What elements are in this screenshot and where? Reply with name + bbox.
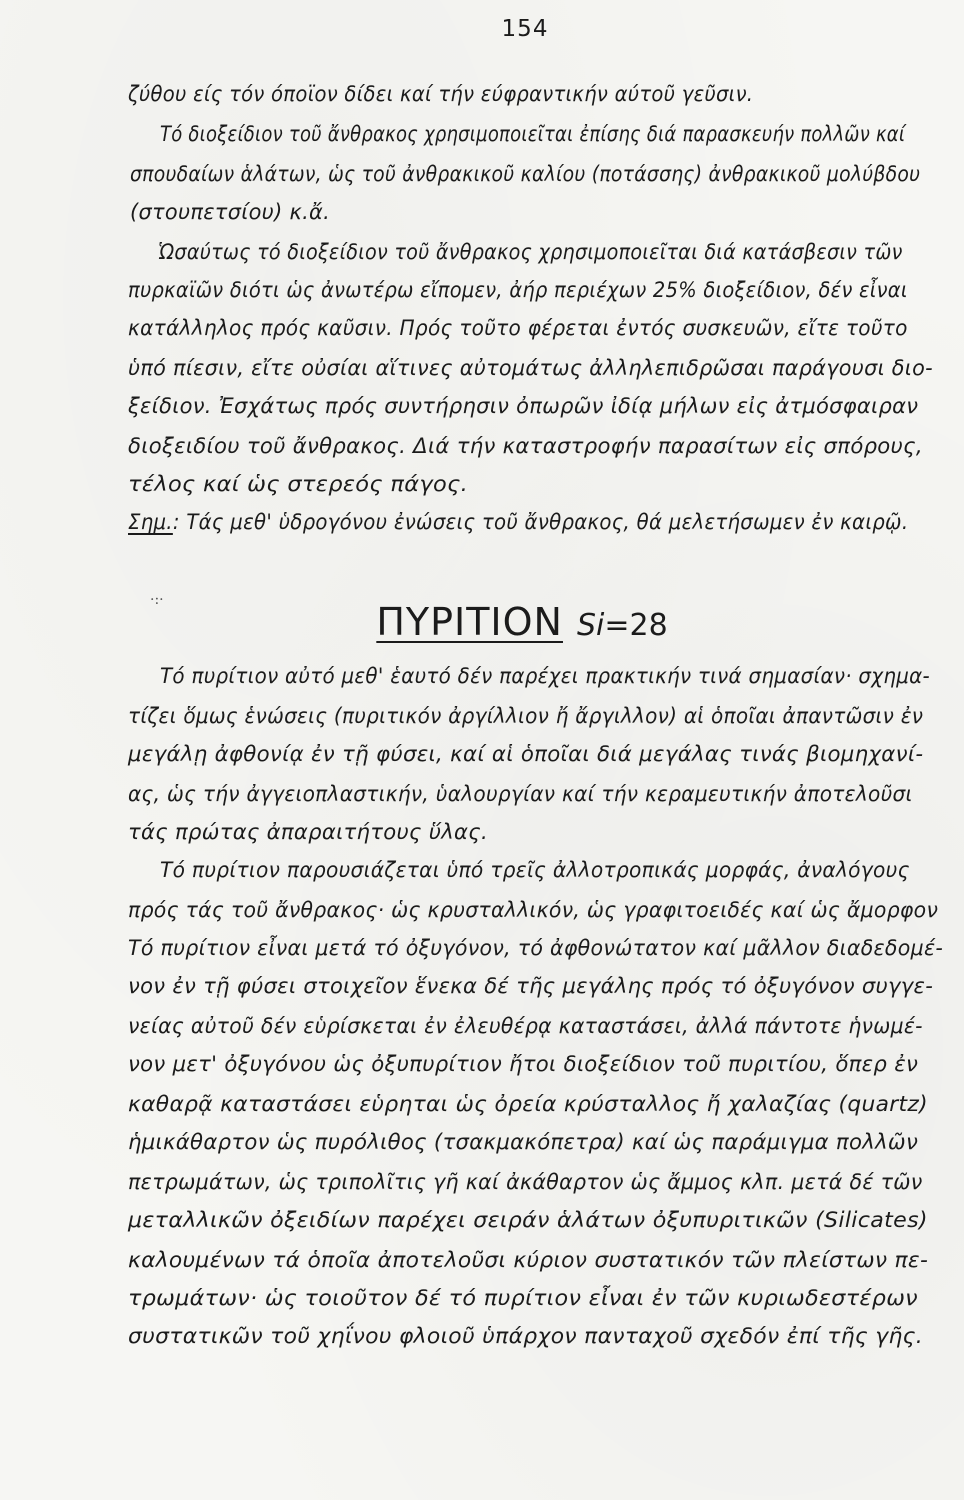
- text-line: κατάλληλος πρός καῦσιν. Πρός τοῦτο φέρεται ἐντός συσκευῶν, εἴτε τοῦτο: [128, 316, 908, 340]
- text-line: ζύθου είς τόν όποϊον δίδει καί τήν εύφραντικήν αύτοῦ γεῦσιν.: [128, 82, 754, 106]
- text-line: πετρωμάτων, ὡς τριπολῖτις γῆ καί ἀκάθαρτον ὡς ἄμμος κλπ. μετά δέ τῶν: [128, 1170, 923, 1194]
- text-line: (στουπετσίου) κ.ἄ.: [130, 200, 331, 224]
- text-line: νον μετ' ὀξυγόνου ὡς ὀξυπυρίτιον ἤτοι διοξείδιον τοῦ πυριτίου, ὅπερ ἐν: [128, 1052, 919, 1076]
- page-number: 154: [501, 16, 549, 42]
- section-title-main: ΠΥΡΙΤΙΟΝ: [376, 600, 563, 644]
- text-line: ξείδιον. Ἐσχάτως πρός συντήρησιν ὀπωρῶν ἰδίᾳ μήλων εἰς ἀτμόσφαιραν: [128, 394, 919, 418]
- text-line: τέλος καί ὡς στερεός πάγος.: [128, 472, 469, 496]
- text-line: πυρκαϊῶν διότι ὡς ἀνωτέρω εἴπομεν, ἀήρ περιέχων 25% διοξείδιον, δέν εἶναι: [128, 278, 908, 302]
- section-title-symbol: Si: [576, 608, 605, 643]
- text-line: Τό πυρίτιον αὐτό μεθ' ἑαυτό δέν παρέχει πρακτικήν τινά σημασίαν· σχημα-: [160, 664, 930, 688]
- text-line: μεταλλικῶν ὀξειδίων παρέχει σειράν ἁλάτων ὀξυπυριτικῶν (Silicates): [128, 1208, 928, 1232]
- text-line: Τό διοξείδιον τοῦ ἄνθρακος χρησιμοποιεῖται ἐπίσης διά παρασκευήν πολλῶν καί: [160, 122, 906, 146]
- text-line: τρωμάτων· ὡς τοιοῦτον δέ τό πυρίτιον εἶναι ἐν τῶν κυριωδεστέρων: [128, 1286, 918, 1310]
- text-line: διοξειδίου τοῦ ἄνθρακος. Διά τήν καταστροφήν παρασίτων εἰς σπόρους,: [128, 434, 923, 458]
- text-line: τίζει ὅμως ἑνώσεις (πυριτικόν ἀργίλλιον ἤ ἄργιλλον) αἱ ὁποῖαι ἀπαντῶσιν ἐν: [128, 704, 924, 728]
- note-text: : Τάς μεθ' ὑδρογόνου ἐνώσεις τοῦ ἄνθρακος, θά μελετήσωμεν ἐν καιρῷ.: [172, 510, 909, 534]
- text-line: ὑπό πίεσιν, εἴτε οὐσίαι αἵτινες αὐτομάτως ἀλληλεπιδρῶσαι παράγουσι διο-: [128, 356, 933, 380]
- section-title: [0, 600, 964, 644]
- text-line: νείας αὐτοῦ δέν εὑρίσκεται ἐν ἐλευθέρᾳ καταστάσει, ἀλλά πάντοτε ἡνωμέ-: [128, 1014, 923, 1038]
- text-line: Τό πυρίτιον παρουσιάζεται ὑπό τρεῖς ἀλλοτροπικάς μορφάς, ἀναλόγους: [160, 858, 910, 882]
- text-line: ἡμικάθαρτον ὡς πυρόλιθος (τσακμακόπετρα) καί ὡς παράμιγμα πολλῶν: [128, 1130, 919, 1154]
- note-line: [128, 510, 908, 534]
- text-line: σπουδαίων ἁλάτων, ὡς τοῦ ἀνθρακικοῦ καλίου (ποτάσσης) ἀνθρακικοῦ μολύβδου: [130, 162, 921, 186]
- text-line: μεγάλῃ ἀφθονίᾳ ἐν τῇ φύσει, καί αἱ ὁποῖαι διά μεγάλας τινάς βιομηχανί-: [128, 742, 924, 766]
- text-line: ας, ὡς τήν ἀγγειοπλαστικήν, ὑαλουργίαν καί τήν κεραμευτικήν ἀποτελοῦσι: [128, 782, 913, 806]
- text-line: τάς πρώτας ἀπαραιτήτους ὕλας.: [128, 820, 489, 844]
- text-line: καλουμένων τά ὁποῖα ἀποτελοῦσι κύριον συστατικόν τῶν πλείστων πε-: [128, 1248, 929, 1272]
- note-label: Σημ.: [128, 510, 173, 534]
- text-line: πρός τάς τοῦ ἄνθρακος· ὡς κρυσταλλικόν, ὡς γραφιτοειδές καί ὡς ἄμορφον: [128, 898, 939, 922]
- text-line: νον ἐν τῇ φύσει στοιχεῖον ἕνεκα δέ τῆς μεγάλης πρός τό ὀξυγόνον συγγε-: [128, 974, 934, 998]
- text-line: Ὡσαύτως τό διοξείδιον τοῦ ἄνθρακος χρησιμοποιεῖται διά κατάσβεσιν τῶν: [158, 240, 903, 264]
- margin-mark: ·:·: [150, 592, 164, 608]
- text-line: συστατικῶν τοῦ χηΐνου φλοιοῦ ὑπάρχον πανταχοῦ σχεδόν ἐπί τῆς γῆς.: [128, 1324, 924, 1348]
- text-line: καθαρᾷ καταστάσει εὑρηται ὡς ὀρεία κρύσταλλος ἤ χαλαζίας (quartz): [128, 1092, 928, 1116]
- text-line: Τό πυρίτιον εἶναι μετά τό ὀξυγόνον, τό ἀφθονώτατον καί μᾶλλον διαδεδομέ-: [128, 936, 944, 960]
- section-title-atomic-weight: =28: [604, 608, 668, 643]
